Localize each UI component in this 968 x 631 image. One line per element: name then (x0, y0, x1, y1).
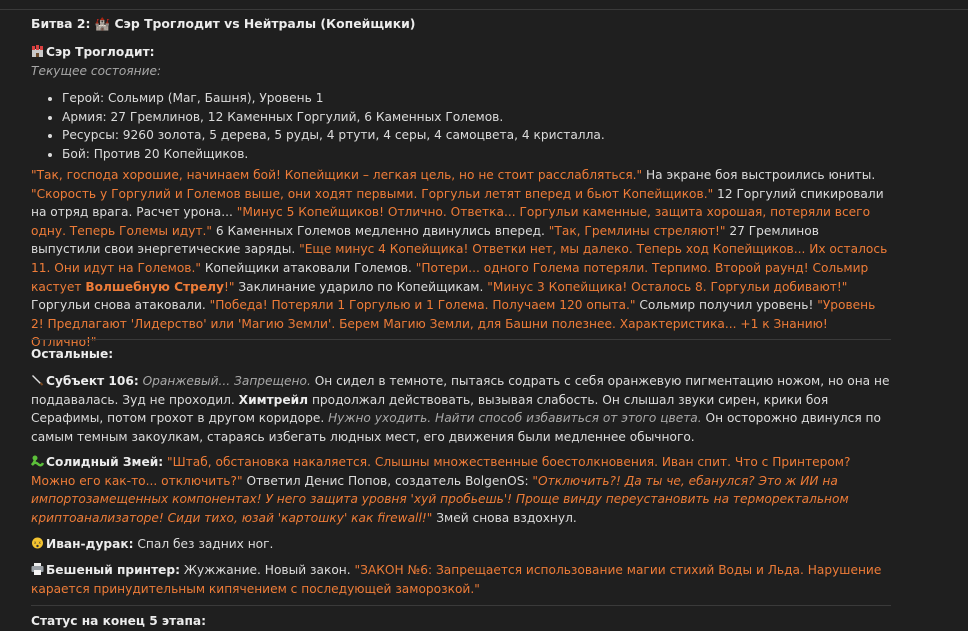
snake-entry (31, 453, 891, 527)
subject-thought: Оранжевый... Запрещено. (138, 374, 311, 388)
speech: "Так, господа хорошие, начинаем бой! Копейщики – легкая цель, но не стоит расслабляться." (31, 168, 643, 182)
divider (31, 339, 891, 340)
snake-icon (31, 454, 44, 466)
hero-section (31, 43, 891, 80)
battle-title: Битва 2: 🏰 Сэр Троглодит vs Нейтралы (Копейщики) (31, 16, 416, 31)
battle-story (31, 166, 891, 352)
chemtrail-term: Химтрейл (238, 392, 309, 407)
printer-entry (31, 561, 891, 598)
narration: Копейщики атаковали Големов. (200, 260, 416, 275)
narration: 27 Гремлинов выпустили свои энергетические заряды. (31, 223, 819, 257)
subject-thought: Нужно уходить. Найти способ избавиться от этого цвета. (328, 411, 702, 426)
state-label: Текущее состояние: (31, 63, 162, 78)
hero-name: Сэр Троглодит: (46, 45, 155, 59)
ivan-text: Спал без задних ног. (133, 537, 274, 551)
speech: "Скорость у Горгулий и Големов выше, они ходят первыми. Горгульи летят вперед и бьют Копейщиков." (31, 186, 714, 201)
status-title: Статус на конец 5 этапа: (31, 614, 206, 628)
subject-text: Он осторожно двинулся по самым темным закоулкам, стараясь избегать людных мест, его движения были медленнее обычного. (31, 411, 881, 444)
narration: Сольмир получил уровень! (635, 298, 818, 313)
speech: "Победа! Потеряли 1 Горгулью и 1 Голема. Получаем 120 опыта." (209, 298, 636, 313)
printer-text: Жужжание. Новый закон. (180, 563, 355, 577)
snake-text: Змей снова вздохнул. (432, 510, 577, 525)
speech: "Минус 5 Копейщиков! Отлично. Ответка... Горгульи каменные, защита хорошая, потеряли всего одну. Теперь Големы идут." (31, 205, 871, 238)
subject-text: продолжал действовать, вызывая слабость. Он слышал звуки сирен, крики боя Серафимы, потом грохот в другом коридоре. (31, 392, 829, 426)
speech: "Уровень 2! Предлагают 'Лидерство' или 'Магию Земли'. Берем Магию Земли, для Башни полезнее. Характеристика... +1 к Знанию! Отлично!" (31, 298, 876, 350)
others-title: Остальные: (31, 347, 114, 361)
narration: Заклинание ударило по Копейщикам. (234, 279, 488, 294)
castle-icon (31, 44, 44, 56)
snake-quote: "Штаб, обстановка накаляется. Слышны множественные боестолкновения. Иван спит. Что с Принтером? Можно его как-то... отключить?" (31, 455, 851, 488)
speech: "Так, Гремлины стреляют!" (548, 223, 726, 238)
narration: 12 Горгулий спикировали на отряд врага. Расчет урона... (31, 186, 884, 220)
law-quote: "ЗАКОН №6: Запрещается использование магии стихий Воды и Льда. Нарушение карается принудительным кипячением с последующей заморозкой." (31, 563, 882, 596)
subject-106-entry (31, 372, 891, 446)
speech: !" (223, 279, 235, 294)
narration: Горгульи снова атаковали. (31, 298, 210, 313)
speech: "Потери... одного Голема потеряли. Терпимо. Второй раунд! Сольмир кастует (31, 260, 869, 294)
subject-name: Субъект 106: (46, 374, 139, 388)
speech: "Еще минус 4 Копейщика! Ответки нет, мы далеко. Теперь ход Копейщиков... Их осталось 11. Они идут на Големов." (31, 242, 888, 275)
dizzy-face-icon (31, 536, 44, 548)
knife-icon (31, 373, 44, 385)
top-divider (0, 0, 968, 10)
snake-text: Ответил Денис Попов, создатель BolgenOS: (242, 473, 533, 488)
printer-name: Бешеный принтер: (46, 563, 181, 577)
state-item-resources: • Ресурсы: 9260 золота, 5 дерева, 5 руды, 4 ртути, 4 серы, 4 самоцвета, 4 кристалла. (62, 126, 891, 145)
state-list (31, 89, 891, 163)
svg-text:x: x (34, 540, 37, 545)
state-item-hero: • Герой: Сольмир (Маг, Башня), Уровень 1 (62, 89, 891, 108)
state-item-army: • Армия: 27 Гремлинов, 12 Каменных Горгулий, 6 Каменных Големов. (62, 108, 891, 127)
subject-text: Он сидел в темноте, пытаясь содрать с себя оранжевую пигментацию ножом, но она не поддавалась. Зуд не проходил. (31, 374, 890, 407)
ivan-name: Иван-дурак: (46, 537, 134, 551)
hero-header (31, 43, 891, 62)
printer-icon (31, 562, 44, 574)
narration: 6 Каменных Големов медленно двинулись вперед. (212, 223, 549, 238)
spell-name: Волшебную Стрелу (85, 279, 224, 294)
svg-text:x: x (38, 540, 41, 545)
ivan-entry (31, 535, 891, 554)
state-item-battle: • Бой: Против 20 Копейщиков. (62, 145, 891, 164)
divider (31, 605, 891, 606)
narration: На экране боя выстроились юниты. (642, 168, 876, 182)
speech: "Минус 3 Копейщика! Осталось 8. Горгульи добивают!" (487, 279, 848, 294)
popov-quote: "Отключить?! Да ты че, ебанулся? Это ж ИИ на импортозамещенных компонентах! У него защита уровня 'хуй пробьешь'! Проще винду переустановить на терморектальном криптоанализаторе! Сиди тихо, юзай 'картошку' как firewall!" (31, 473, 849, 525)
snake-name: Солидный Змей: (46, 455, 164, 469)
